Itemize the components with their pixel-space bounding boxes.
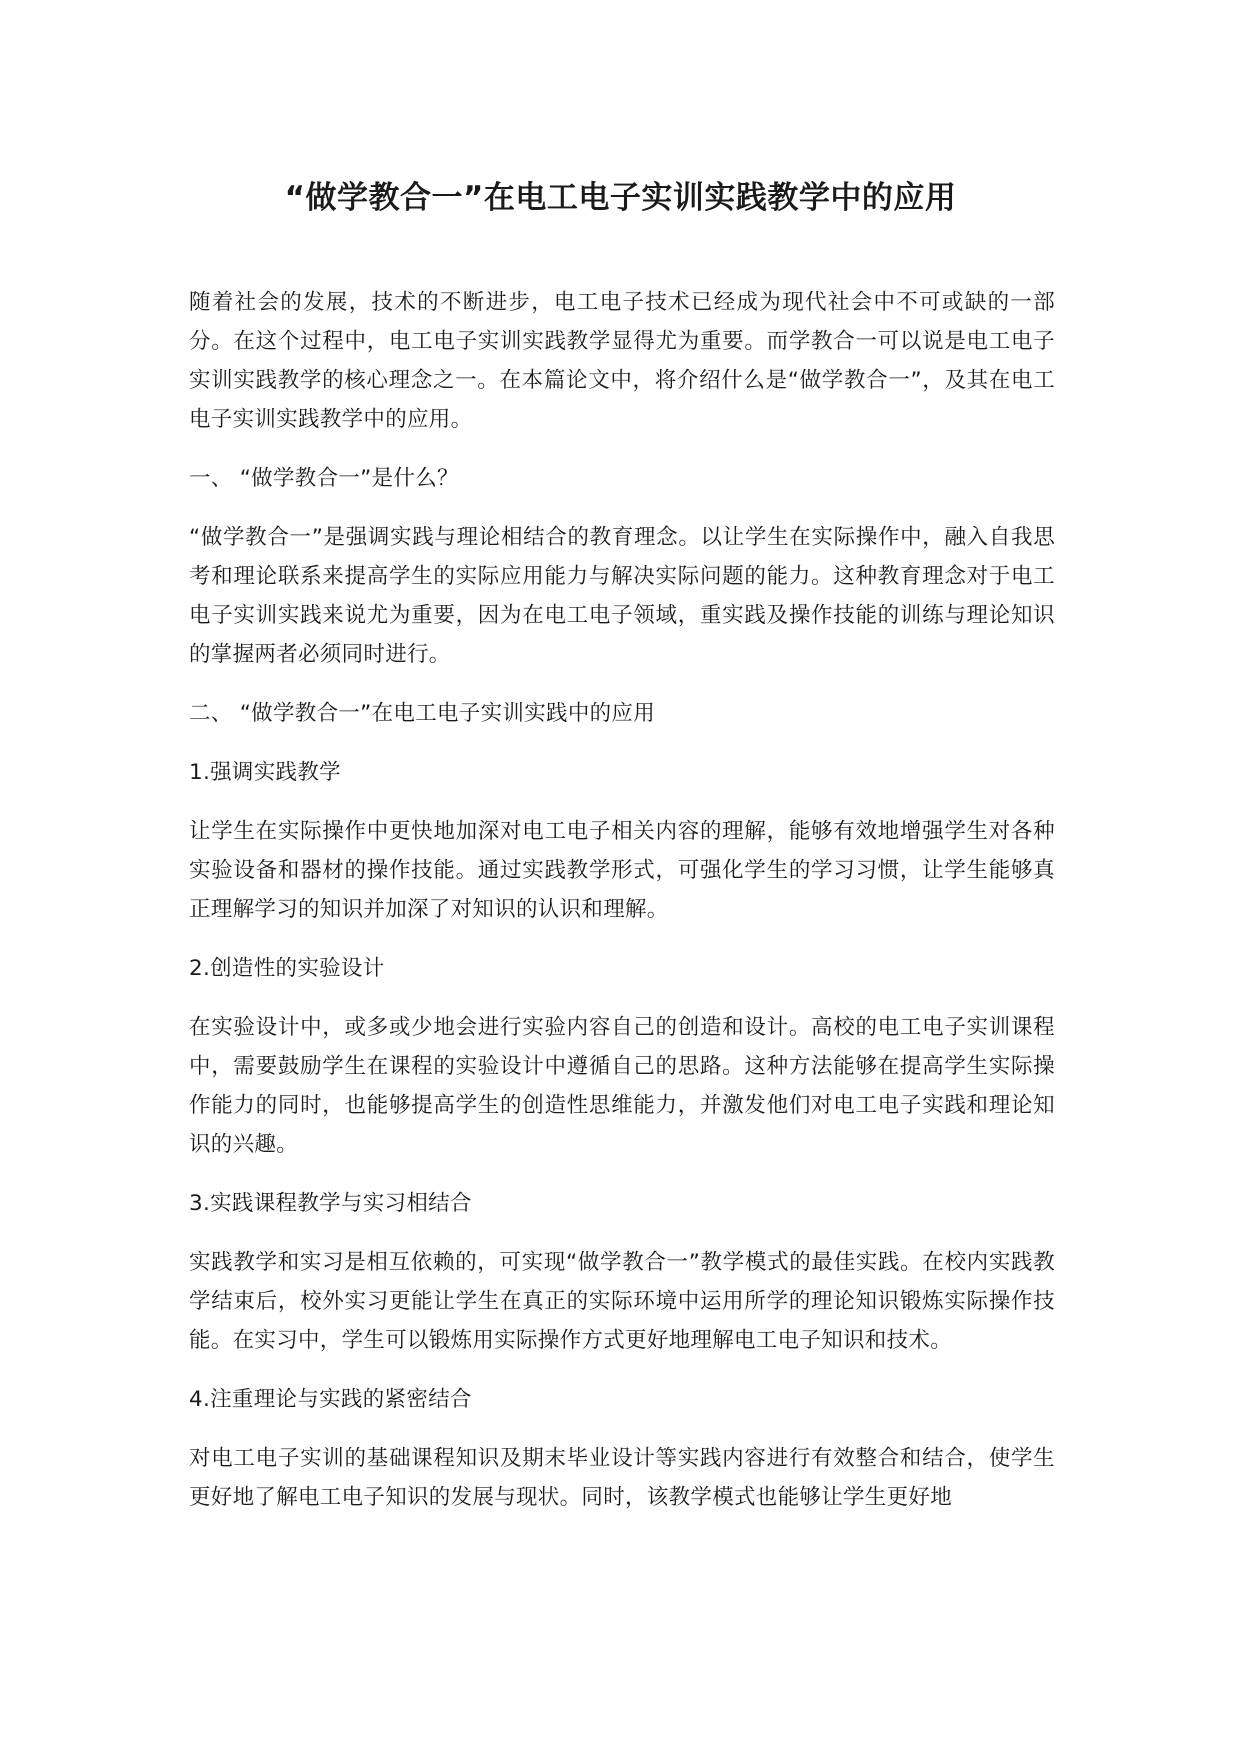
section-1-paragraph: “做学教合一”是强调实践与理论相结合的教育理念。以让学生在实际操作中，融入自我思考和理论联系来提高学生的实际应用能力与解决实际问题的能力。这种教育理念对于电工电子实训实践来说尤为重要，因为在电工电子领域，重实践及操作技能的训练与理论知识的掌握两者必须同时进行。 xyxy=(189,525,1055,667)
subsection-3-paragraph: 实践教学和实习是相互依赖的，可实现“做学教合一”教学模式的最佳实践。在校内实践教学结束后，校外实习更能让学生在真正的实际环境中运用所学的理论知识锻炼实际操作技能。在实习中，学生可以锻炼用实际操作方式更好地理解电工电子知识和技术。 xyxy=(189,1250,1055,1353)
section-1-heading: 一、 “做学教合一”是什么？ xyxy=(189,466,459,491)
section-2-heading: 二、 “做学教合一”在电工电子实训实践中的应用 xyxy=(189,701,656,726)
subsection-4-paragraph: 对电工电子实训的基础课程知识及期末毕业设计等实践内容进行有效整合和结合，使学生更好地了解电工电子知识的发展与现状。同时，该教学模式也能够让学生更好地 xyxy=(189,1446,1055,1510)
subsection-2-paragraph: 在实验设计中，或多或少地会进行实验内容自己的创造和设计。高校的电工电子实训课程中，需要鼓励学生在课程的实验设计中遵循自己的思路。这种方法能够在提高学生实际操作能力的同时，也能够提高学生的创造性思维能力，并激发他们对电工电子实践和理论知识的兴趣。 xyxy=(189,1015,1055,1157)
subsection-4-heading: 4.注重理论与实践的紧密结合 xyxy=(189,1387,472,1412)
intro-paragraph: 随着社会的发展，技术的不断进步，电工电子技术已经成为现代社会中不可或缺的一部分。在这个过程中，电工电子实训实践教学显得尤为重要。而学教合一可以说是电工电子实训实践教学的核心理念之一。在本篇论文中，将介绍什么是“做学教合一”，及其在电工电子实训实践教学中的应用。 xyxy=(189,290,1055,432)
document-title: “做学教合一”在电工电子实训实践教学中的应用 xyxy=(284,180,957,216)
subsection-3-heading: 3.实践课程教学与实习相结合 xyxy=(189,1191,472,1216)
subsection-1-paragraph: 让学生在实际操作中更快地加深对电工电子相关内容的理解，能够有效地增强学生对各种实验设备和器材的操作技能。通过实践教学形式，可强化学生的学习习惯，让学生能够真正理解学习的知识并加深了对知识的认识和理解。 xyxy=(189,819,1055,922)
subsection-1-heading: 1.强调实践教学 xyxy=(189,760,341,785)
subsection-2-heading: 2.创造性的实验设计 xyxy=(189,956,385,981)
document-body xyxy=(189,283,1055,1517)
